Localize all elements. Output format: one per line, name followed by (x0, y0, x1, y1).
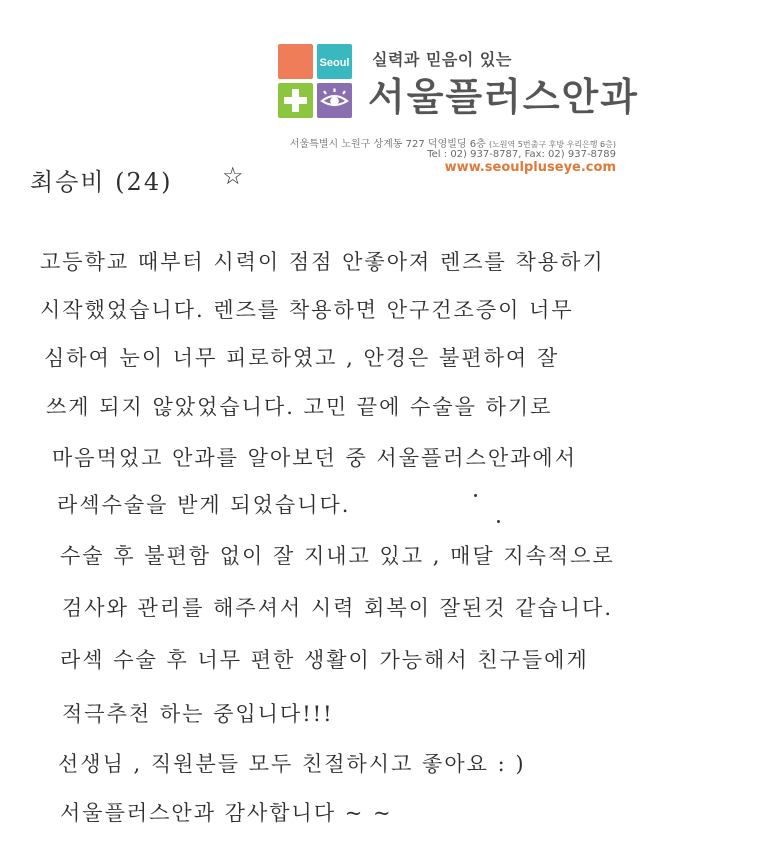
letter-line-6: 라섹수술을 받게 되었습니다. (57, 493, 351, 517)
clinic-contact: Tel : 02) 937-8787, Fax: 02) 937-8789 (427, 149, 616, 160)
letter-line-12: 서울플러스안과 감사합니다 ~ ~ (60, 801, 393, 825)
clinic-tagline: 실력과 믿음이 있는 (372, 50, 512, 69)
star-mark: ☆ (222, 162, 246, 190)
logo-orange-square (278, 44, 313, 79)
letter-line-10: 적극추천 하는 중입니다!!! (62, 702, 334, 726)
letter-line-1: 고등학교 때부터 시력이 점점 안좋아져 렌즈를 착용하기 (40, 250, 605, 274)
letter-line-3: 심하여 눈이 너무 피로하였고 , 안경은 불편하여 잘 (44, 346, 560, 370)
letter-line-8: 검사와 관리를 해주셔서 시력 회복이 잘된것 같습니다. (62, 596, 614, 620)
letter-author: 최승비 (24) (30, 168, 173, 196)
clinic-logo-mark (278, 44, 352, 118)
logo-seoul-label: Seoul (319, 57, 350, 69)
clinic-website: www.seoulpluseye.com (444, 160, 616, 175)
clinic-address (290, 135, 616, 150)
ink-dot (497, 520, 500, 523)
letter-line-4: 쓰게 되지 않았었습니다. 고민 끝에 수술을 하기로 (46, 395, 553, 419)
ink-dot (474, 494, 477, 497)
letter-line-2: 시작했었습니다. 렌즈를 착용하면 안구건조증이 너무 (40, 298, 574, 322)
clinic-name: 서울플러스안과 (368, 75, 639, 119)
address-main: 서울특별시 노원구 상계동 727 덕영빌딩 6층 (289, 139, 486, 150)
letter-line-11: 선생님 , 직원분들 모두 친절하시고 좋아요 : ) (58, 752, 526, 776)
letter-line-7: 수술 후 불편함 없이 잘 지내고 있고 , 매달 지속적으로 (60, 544, 615, 568)
letter-line-9: 라섹 수술 후 너무 편한 생활이 가능해서 친구들에게 (60, 648, 589, 672)
letter-line-5: 마음먹었고 안과를 알아보던 중 서울플러스안과에서 (52, 446, 577, 470)
address-note: (노원역 5번출구 후방 우리은행 6층) (488, 140, 616, 149)
